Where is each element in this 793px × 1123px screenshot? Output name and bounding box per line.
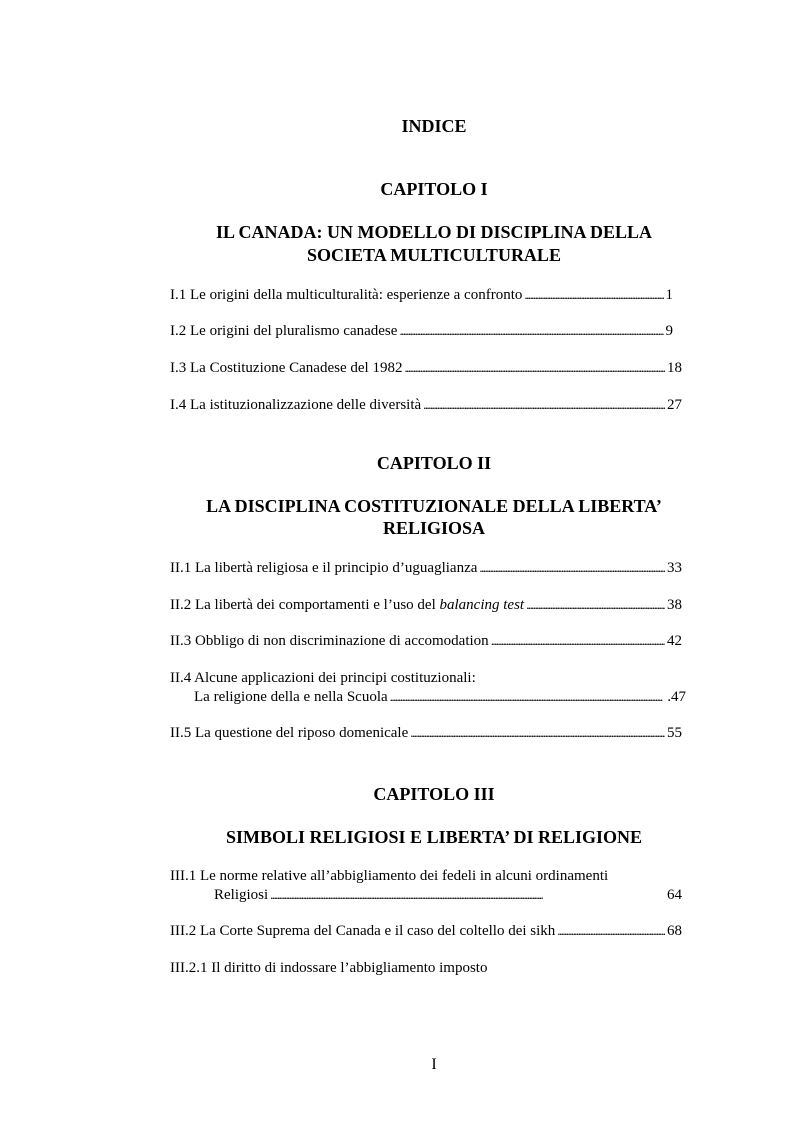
page-number: I (431, 1056, 437, 1073)
toc-entry-2-2[interactable] (170, 596, 682, 614)
toc-entry-2-5[interactable] (170, 724, 682, 742)
chapter-1-label: CAPITOLO I (380, 179, 488, 199)
chapter-1-title-line-2: SOCIETA MULTICULTURALE (307, 245, 561, 265)
leader-dots (270, 886, 665, 904)
chapter-2-label: CAPITOLO II (376, 453, 492, 473)
toc-entry-2-4[interactable] (194, 688, 686, 706)
toc-entry-3-1[interactable] (214, 886, 682, 904)
toc-entry-page: 1 (665, 287, 673, 303)
toc-entry-2-4-line-1: II.4 Alcune applicazioni dei principi costituzionali: (170, 670, 476, 686)
toc-entry-text: III.2 La Corte Suprema del Canada e il caso del coltello dei sikh (170, 923, 556, 939)
toc-entry-text: I.4 La istituzionalizzazione delle diversità (170, 397, 422, 413)
toc-entry-page: 33 (667, 560, 682, 576)
leader-dots (557, 922, 665, 940)
toc-entry-text: I.1 Le origini della multiculturalità: esperienze a confronto (170, 287, 523, 303)
toc-entry-page: 55 (667, 725, 682, 741)
leader-dots (479, 559, 665, 577)
toc-entry-page: 9 (665, 323, 673, 339)
toc-entry-text: II.1 La libertà religiosa e il principio d’uguaglianza (170, 560, 478, 576)
toc-entry-1-2[interactable] (170, 322, 673, 340)
leader-dots (410, 724, 665, 742)
toc-entry-text: II.3 Obbligo di non discriminazione di accomodation (170, 633, 489, 649)
toc-entry-2-1[interactable] (170, 559, 682, 577)
toc-entry-3-1-line-1: III.1 Le norme relative all’abbigliamento dei fedeli in alcuni ordinamenti (170, 868, 609, 884)
toc-entry-text-italic: balancing test (439, 597, 525, 613)
toc-entry-page: 38 (667, 597, 682, 613)
toc-entry-text: La religione della e nella Scuola (194, 689, 388, 705)
index-title: INDICE (401, 116, 467, 136)
toc-entry-3-2[interactable] (170, 922, 682, 940)
toc-entry-1-3[interactable] (170, 359, 682, 377)
leader-dots (524, 286, 663, 304)
chapter-3-label: CAPITOLO III (373, 784, 495, 804)
leader-dots (404, 359, 665, 377)
toc-entry-page: 64 (667, 887, 682, 903)
toc-entry-2-3[interactable] (170, 632, 682, 650)
toc-entry-text-prefix: II.2 La libertà dei comportamenti e l’uso del (170, 597, 440, 613)
toc-entry-page: .47 (667, 689, 686, 705)
chapter-2-title-line-1: LA DISCIPLINA COSTITUZIONALE DELLA LIBERTA’ (206, 496, 662, 516)
toc-entry-3-2-1[interactable]: III.2.1 Il diritto di indossare l’abbigliamento imposto (170, 960, 488, 976)
toc-entry-text: I.2 Le origini del pluralismo canadese (170, 323, 398, 339)
leader-dots (399, 322, 663, 340)
chapter-3-title-line-1: SIMBOLI RELIGIOSI E LIBERTA’ DI RELIGIONE (226, 827, 642, 847)
leader-dots (423, 396, 665, 414)
toc-entry-page: 68 (667, 923, 682, 939)
toc-entry-page: 27 (667, 397, 682, 413)
toc-entry-1-4[interactable] (170, 396, 682, 414)
chapter-1-title-line-1: IL CANADA: UN MODELLO DI DISCIPLINA DELLA (215, 222, 653, 242)
toc-entry-text: Religiosi (214, 887, 269, 903)
toc-entry-text: II.5 La questione del riposo domenicale (170, 725, 409, 741)
toc-entry-page: 42 (667, 633, 682, 649)
chapter-2-title-line-2: RELIGIOSA (382, 518, 486, 538)
toc-entry-page: 18 (667, 360, 682, 376)
toc-entry-1-1[interactable] (170, 286, 673, 304)
leader-dots (526, 596, 665, 614)
toc-entry-text: I.3 La Costituzione Canadese del 1982 (170, 360, 403, 376)
leader-dots (390, 688, 666, 706)
toc-entry-text (170, 596, 524, 614)
leader-dots (491, 632, 665, 650)
